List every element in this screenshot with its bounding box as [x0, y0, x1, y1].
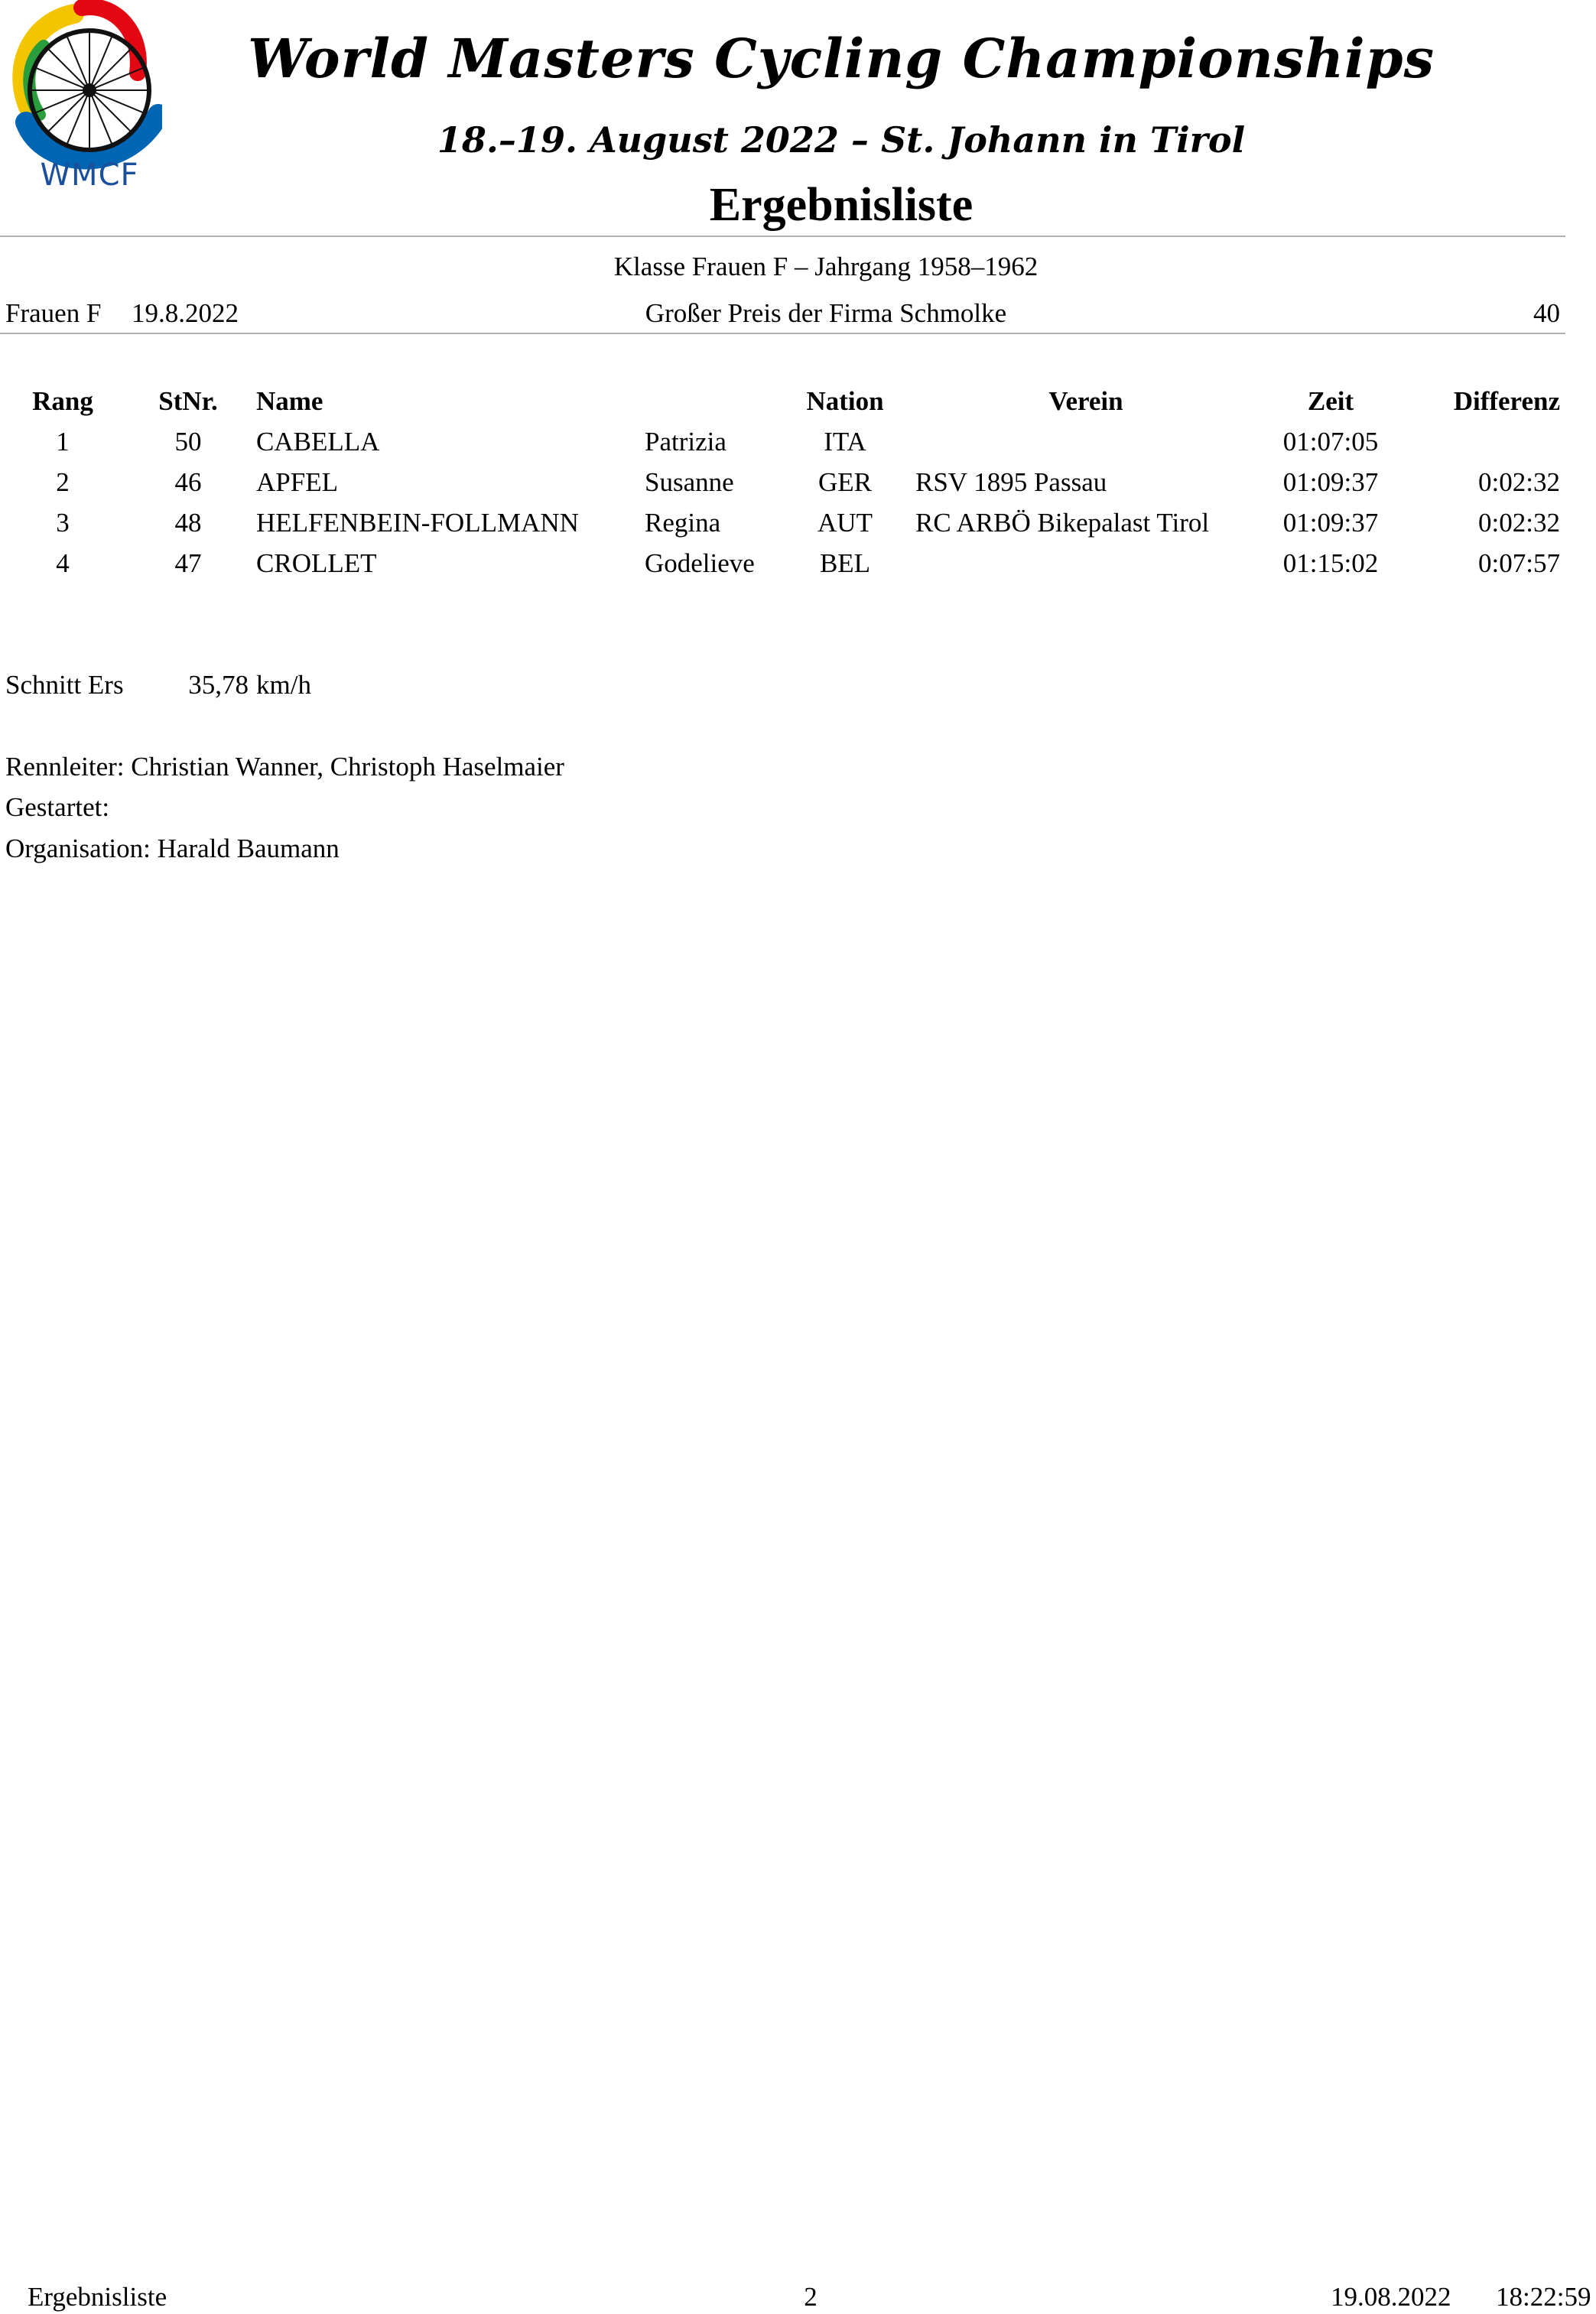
cell-startnr: 47 [174, 548, 202, 578]
cell-rank: 4 [56, 548, 70, 578]
logo-text: WMCF [40, 158, 139, 193]
cell-time: 01:09:37 [1282, 467, 1379, 497]
class-line: Klasse Frauen F – Jahrgang 1958–1962 [613, 252, 1039, 281]
cell-nation: AUT [818, 508, 873, 538]
cell-rank: 1 [56, 427, 70, 457]
cell-club: RSV 1895 Passau [915, 467, 1107, 497]
column-header-name: Name [256, 386, 323, 416]
cell-nation: ITA [824, 427, 866, 457]
cell-startnr: 48 [174, 508, 202, 538]
cell-diff: 0:02:32 [1478, 508, 1560, 538]
cell-nation: GER [818, 467, 872, 497]
info-divider [0, 333, 1565, 334]
cell-startnr: 46 [174, 467, 202, 497]
race-name: Großer Preis der Firma Schmolke [645, 298, 1007, 328]
column-header-startnr: StNr. [158, 386, 218, 416]
average-speed-unit: km/h [256, 670, 311, 700]
average-speed-label: Schnitt Ers [5, 670, 124, 700]
cell-firstname: Regina [645, 508, 721, 538]
column-header-diff: Differenz [1453, 386, 1560, 416]
race-distance: 40 [1533, 298, 1560, 328]
cell-lastname: APFEL [256, 467, 338, 497]
column-header-rank: Rang [32, 386, 93, 416]
cell-firstname: Patrizia [645, 427, 726, 457]
started-label: Gestartet: [5, 792, 110, 822]
cell-firstname: Susanne [645, 467, 734, 497]
cell-startnr: 50 [174, 427, 202, 457]
footer-date: 19.08.2022 [1331, 2282, 1451, 2312]
cell-rank: 3 [56, 508, 70, 538]
page-title: World Masters Cycling Championships [248, 27, 1435, 90]
footer-page-number: 2 [804, 2282, 818, 2312]
cell-rank: 2 [56, 467, 70, 497]
cell-time: 01:09:37 [1282, 508, 1379, 538]
column-header-nation: Nation [806, 386, 884, 416]
column-header-time: Zeit [1307, 386, 1354, 416]
wmcf-logo [9, 0, 162, 200]
footer-label: Ergebnisliste [28, 2282, 167, 2312]
race-date: 19.8.2022 [132, 298, 239, 328]
cell-club: RC ARBÖ Bikepalast Tirol [915, 508, 1210, 538]
race-category: Frauen F [5, 298, 102, 328]
race-directors: Rennleiter: Christian Wanner, Christoph Haselmaier [5, 752, 564, 782]
cell-lastname: HELFENBEIN-FOLLMANN [256, 508, 579, 538]
cell-diff: 0:02:32 [1478, 467, 1560, 497]
cell-time: 01:07:05 [1282, 427, 1379, 457]
document-title: Ergebnisliste [709, 179, 974, 231]
cell-time: 01:15:02 [1282, 548, 1379, 578]
average-speed-value: 35,78 [188, 670, 249, 700]
event-subtitle: 18.–19. August 2022 – St. Johann in Tirol [437, 119, 1246, 161]
cell-firstname: Godelieve [645, 548, 755, 578]
header-divider [0, 236, 1565, 237]
organisation: Organisation: Harald Baumann [5, 834, 340, 863]
cell-lastname: CROLLET [256, 548, 377, 578]
footer-time: 18:22:59 [1496, 2282, 1591, 2312]
cell-lastname: CABELLA [256, 427, 380, 457]
cell-diff: 0:07:57 [1478, 548, 1560, 578]
cell-nation: BEL [819, 548, 871, 578]
column-header-club: Verein [1048, 386, 1123, 416]
